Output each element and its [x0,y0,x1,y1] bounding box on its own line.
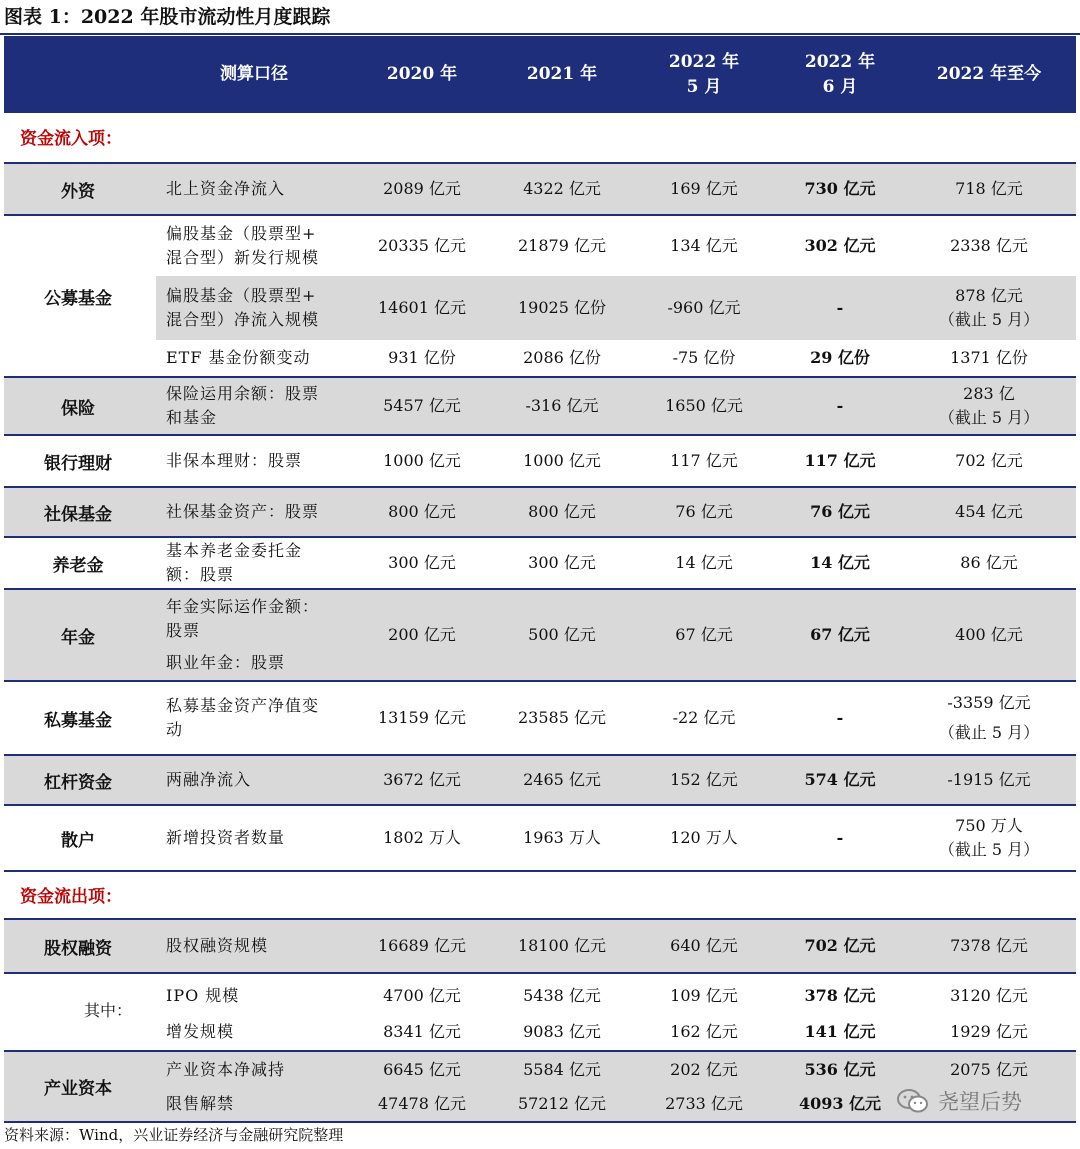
table-row [4,806,1076,870]
row-desc: 保险运用余额：股票 和基金 [166,384,320,427]
cell-2020: 800 亿元 [388,502,456,521]
cell-may: 1650 亿元 [665,396,743,415]
cell-2021: 57212 亿元 [518,1094,606,1113]
cell-2020: 2089 亿元 [383,179,461,198]
cell-may: 76 亿元 [675,502,733,521]
table-row [4,978,1076,1014]
cell-ytd: 454 亿元 [955,502,1023,521]
row-rule [4,972,1076,974]
source-note: 资料来源：Wind，兴业证券经济与金融研究院整理 [4,1126,344,1144]
cell-ytd: 1371 亿份 [950,348,1028,367]
table-row [4,682,1076,754]
cell-jun: - [836,396,844,415]
row-rule [4,870,1076,872]
cell-jun: 730 亿元 [804,179,876,198]
cell-ytd: 718 亿元 [955,179,1023,198]
cell-jun: 67 亿元 [810,625,870,644]
wechat-icon [896,1087,930,1115]
cell-2020: 47478 亿元 [378,1094,466,1113]
cell-jun: 141 亿元 [804,1022,876,1041]
table-row [4,436,1076,486]
cell-may: 2733 亿元 [665,1094,743,1113]
table-row [4,1054,1076,1086]
cell-jun: 378 亿元 [804,986,876,1005]
cell-jun: 702 亿元 [804,936,876,955]
category-yinhang: 银行理财 [44,453,112,474]
cell-2021: -316 亿元 [525,396,599,415]
category-shebao: 社保基金 [44,504,112,525]
cell-2021: 5438 亿元 [523,986,601,1005]
cell-ytd: -3359 亿元 （截止 5 月） [938,693,1040,742]
cell-jun: - [836,708,844,727]
row-desc: 两融净流入 [166,770,252,789]
table-row [4,378,1076,434]
row-desc: 偏股基金（股票型+ 混合型）净流入规模 [166,286,320,329]
cell-2021: 300 亿元 [528,553,596,572]
category-chanye: 产业资本 [44,1079,112,1099]
cell-may: -75 亿份 [672,348,736,367]
row-desc: 北上资金净流入 [166,179,286,198]
table-row [4,538,1076,588]
category-guquan: 股权融资 [44,938,112,959]
cell-2021: 18100 亿元 [518,936,606,955]
cell-may: 169 亿元 [670,179,738,198]
cell-2021: 9083 亿元 [523,1022,601,1041]
category-yanglao: 养老金 [52,555,104,576]
cell-may: -960 亿元 [667,298,741,317]
cell-jun: 14 亿元 [810,553,870,572]
category-simu: 私募基金 [44,710,112,731]
table-row [4,340,1076,376]
cell-ytd: 7378 亿元 [950,936,1028,955]
category-sanhu: 散户 [61,830,95,851]
watermark-text: 尧望后势 [938,1090,1022,1114]
row-desc: 年金实际运作金额： 股票 职业年金：股票 [166,597,320,672]
cell-ytd: 86 亿元 [960,553,1018,572]
cell-2021: 800 亿元 [528,502,596,521]
cell-2020: 14601 亿元 [378,298,466,317]
table-row [4,920,1076,972]
cell-ytd: 702 亿元 [955,451,1023,470]
cell-jun: - [836,298,844,317]
table-row [4,216,1076,276]
cell-may: 14 亿元 [675,553,733,572]
header-2021: 2021 年 [526,64,598,84]
cell-2021: 2086 亿份 [523,348,601,367]
cell-ytd: 3120 亿元 [950,986,1028,1005]
cell-may: 202 亿元 [670,1060,738,1079]
watermark [896,1084,1022,1118]
row-desc: 偏股基金（股票型+ 混合型）新发行规模 [166,224,320,267]
cell-jun: - [836,828,844,847]
row-desc: 私募基金资产净值变 动 [166,696,320,739]
cell-2021: 21879 亿元 [518,236,606,255]
cell-ytd: 400 亿元 [955,625,1023,644]
cell-2021: 1000 亿元 [523,451,601,470]
header-2022-ytd: 2022 年至今 [936,64,1042,84]
cell-2020: 5457 亿元 [383,396,461,415]
category-gongmu: 公募基金 [44,288,112,309]
cell-may: 67 亿元 [675,625,733,644]
cell-jun: 29 亿份 [810,348,870,367]
cell-2021: 4322 亿元 [523,179,601,198]
cell-2021: 23585 亿元 [518,708,606,727]
cell-may: -22 亿元 [672,708,736,727]
cell-may: 640 亿元 [670,936,738,955]
cell-may: 134 亿元 [670,236,738,255]
category-waizi: 外资 [61,181,95,202]
inflow-section-label: 资金流入项： [20,129,122,149]
cell-ytd: -1915 亿元 [947,770,1031,789]
cell-ytd: 283 亿 （截止 5 月） [938,384,1040,427]
cell-2020: 300 亿元 [388,553,456,572]
cell-2020: 8341 亿元 [383,1022,461,1041]
table-row [4,276,1076,340]
cell-2021: 5584 亿元 [523,1060,601,1079]
cell-ytd: 750 万人 （截止 5 月） [938,816,1040,859]
cell-jun: 76 亿元 [810,502,870,521]
subitem-label: 其中： [84,1001,133,1020]
cell-2020: 20335 亿元 [378,236,466,255]
table-row [4,756,1076,804]
row-desc: 基本养老金委托金 额：股票 [166,541,303,584]
row-desc: 产业资本净减持 [166,1060,286,1079]
cell-ytd: 878 亿元 （截止 5 月） [938,286,1040,329]
cell-2020: 16689 亿元 [378,936,466,955]
cell-ytd: 1929 亿元 [950,1022,1028,1041]
cell-jun: 574 亿元 [804,770,876,789]
cell-2020: 4700 亿元 [383,986,461,1005]
cell-may: 109 亿元 [670,986,738,1005]
category-nianjin: 年金 [61,627,95,648]
cell-may: 120 万人 [670,828,738,847]
cell-2020: 200 亿元 [388,625,456,644]
cell-2020: 13159 亿元 [378,708,466,727]
table-header [4,36,1076,113]
cell-2020: 1802 万人 [383,828,461,847]
row-desc: 限售解禁 [166,1094,235,1113]
header-measure: 测算口径 [220,64,288,84]
row-desc: 非保本理财：股票 [166,451,303,470]
table-row [4,590,1076,680]
cell-2021: 2465 亿元 [523,770,601,789]
cell-2021: 500 亿元 [528,625,596,644]
cell-jun: 117 亿元 [804,451,876,470]
cell-2020: 1000 亿元 [383,451,461,470]
table-row [4,164,1076,214]
cell-ytd: 2075 亿元 [950,1060,1028,1079]
cell-2021: 1963 万人 [523,828,601,847]
outflow-section-label: 资金流出项： [20,887,122,907]
row-desc: IPO 规模 [166,986,240,1005]
cell-2020: 6645 亿元 [383,1060,461,1079]
cell-ytd: 2338 亿元 [950,236,1028,255]
category-ganggan: 杠杆资金 [44,772,112,793]
cell-2020: 3672 亿元 [383,770,461,789]
cell-2021: 19025 亿份 [518,298,606,317]
cell-may: 152 亿元 [670,770,738,789]
table-title: 图表 1：2022 年股市流动性月度跟踪 [4,6,331,28]
cell-jun: 302 亿元 [804,236,876,255]
row-desc: 新增投资者数量 [166,828,286,847]
top-rule [0,33,1080,35]
table-row [4,488,1076,536]
row-desc: 股权融资规模 [166,936,269,955]
row-desc: 社保基金资产：股票 [166,502,320,521]
cell-may: 117 亿元 [670,451,738,470]
row-desc: 增发规模 [166,1022,235,1041]
cell-may: 162 亿元 [670,1022,738,1041]
header-2022-jun: 2022 年 6 月 [804,51,876,97]
table-row [4,1014,1076,1050]
header-2022-may: 2022 年 5 月 [668,51,740,97]
cell-jun: 536 亿元 [804,1060,876,1079]
row-desc: ETF 基金份额变动 [166,348,311,367]
cell-jun: 4093 亿元 [798,1094,882,1113]
header-2020: 2020 年 [386,64,458,84]
cell-2020: 931 亿份 [388,348,456,367]
category-baoxian: 保险 [61,398,95,419]
